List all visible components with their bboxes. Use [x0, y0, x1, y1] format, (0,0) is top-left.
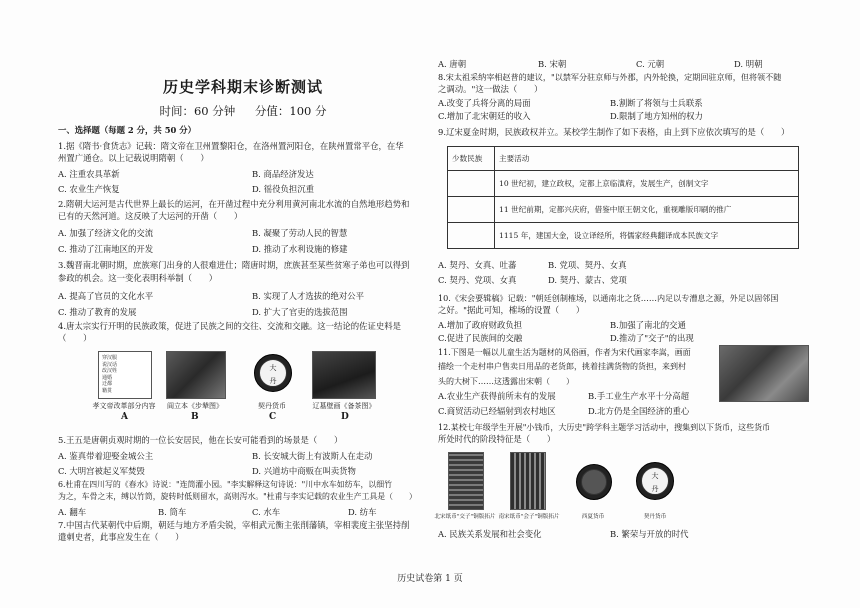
q12-text-1: 12.某校七年级学生开展"小钱币，大历史"跨学科主题学习活动中，搜集到以下货币，这些货币	[438, 423, 771, 432]
q3-option-a: A. 提高了官员的文化水平	[58, 291, 154, 301]
khitan-coin-2-image: 大 丹	[636, 462, 674, 500]
reform-table-image: 穿汉服 说汉话 改汉姓 通婚 迁都 籍贯	[98, 351, 152, 399]
q12-option-a: A. 民族关系发展和社会变化	[438, 529, 542, 539]
q10-option-b: B.加强了南北的交通	[610, 320, 686, 330]
q9-header-ethnic: 少数民族	[448, 147, 495, 171]
q2-option-c: C. 推动了江南地区的开发	[58, 244, 154, 254]
q4-text-1: 4.唐太宗实行开明的民族政策，促进了民族之间的交往、交流和交融。这一结论的佐证史料是	[58, 321, 401, 331]
q2-option-d: D. 推动了水利设施的修建	[252, 244, 348, 254]
q11-option-b: B.手工业生产水平十分高超	[588, 391, 689, 401]
q3-text-2: 参政的机会。这一变化表明科举制（ ）	[58, 273, 218, 283]
q7-option-a: A. 唐朝	[438, 59, 467, 69]
q4-caption-c: 契丹货币	[258, 402, 286, 410]
q3-option-d: D. 扩大了官吏的选拔范围	[252, 307, 348, 317]
khitan-coin-image: 大 丹	[254, 354, 292, 392]
peddler-painting-image	[719, 345, 809, 402]
q8-text-1: 8.宋太祖采纳宰相赵普的建议，"以禁军分驻京师与外郡，内外轮换，定期回驻京师，但将领不随	[438, 72, 782, 82]
exam-title: 历史学科期末诊断测试	[162, 78, 323, 96]
q10-option-a: A.增加了政府财政负担	[438, 320, 523, 330]
q9-option-d: D. 契丹、蒙古、党项	[548, 275, 627, 285]
q12-caption-1: 北宋纸币"交子"铜版拓片	[434, 514, 496, 520]
q6-option-a: A. 翻车	[58, 507, 87, 517]
q9-header-activity: 主要活动	[495, 147, 799, 171]
q9-text: 9.辽宋夏金时期，民族政权并立。某校学生制作了如下表格，由上到下应依次填写的是（ ）	[438, 127, 790, 137]
q12-caption-4: 契丹货币	[643, 514, 667, 520]
q6-option-b: B. 筒车	[158, 507, 187, 517]
q4-text-2: （ ）	[58, 333, 92, 343]
q4-letter-c: C	[269, 412, 277, 422]
q6-text-1: 6.杜甫在四川写的《春水》诗说："连筒灌小园。"李实解释这句诗说："川中水车如纺车，以细竹	[58, 480, 393, 489]
q8-option-b: B.割断了将领与士兵联系	[610, 98, 703, 108]
q8-option-c: C.增加了北宋朝廷的收入	[438, 111, 531, 121]
q6-option-c: C. 水车	[252, 507, 281, 517]
exam-score: 分值：100 分	[254, 104, 327, 118]
q10-text-2: 之好。"据此可知，榷场的设置（ ）	[438, 305, 585, 315]
q6-option-d: D. 纺车	[348, 507, 377, 517]
q4-caption-d: 辽墓壁画《备茶图》	[312, 402, 376, 410]
q1-text-2: 州置广通仓。以上记载说明隋朝（ ）	[58, 153, 209, 163]
q5-option-a: A. 鉴真带着迎娶金城公主	[58, 451, 154, 461]
q12-caption-2: 南宋纸币"会子"铜版拓片	[498, 514, 560, 520]
q9-blank-1	[448, 171, 495, 197]
q9-blank-2	[448, 197, 495, 223]
q7-text-2: 遣刺史者，此事应发生在（ ）	[58, 532, 184, 542]
q11-option-c: C.商贸活动已经辐射到农村地区	[438, 406, 556, 416]
q9-option-a: A. 契丹、女真、吐蕃	[438, 260, 517, 270]
q10-option-d: D.推动了"交子"的出现	[610, 333, 694, 343]
q11-text-2: 描绘一个走村串户售卖日用品的老货郎，挑着挂满货物的货担，来到村	[438, 362, 686, 371]
q7-option-c: C. 元朝	[636, 59, 665, 69]
q9-blank-3	[448, 223, 495, 249]
q9-row-3: 1115 年，建国大金，设立译经所，将儒家经典翻译成本民族文字	[495, 223, 799, 249]
q9-option-b: B. 党项、契丹、女真	[548, 260, 627, 270]
q4-letter-d: D	[341, 412, 349, 422]
section-heading: 一、选择题（每题 2 分，共 50 分）	[58, 125, 197, 135]
q4-caption-a: 孝文帝改革部分内容	[92, 402, 156, 410]
q8-option-a: A.改变了兵将分离的局面	[438, 98, 531, 108]
q5-text: 5.王五是唐朝贞观时期的一位长安居民，他在长安可能看到的场景是（ ）	[58, 435, 343, 445]
page-footer: 历史试卷第 1 页	[397, 574, 463, 584]
q9-row-1: 10 世纪初，建立政权，定都上京临潢府，发展生产，创制文字	[495, 171, 799, 197]
q9-option-c: C. 契丹、党项、女真	[438, 275, 517, 285]
q11-option-d: D.北方仍是全国经济的重心	[588, 406, 690, 416]
q1-option-b: B. 商品经济发达	[252, 169, 314, 179]
q1-option-c: C. 农业生产恢复	[58, 184, 120, 194]
q9-table	[447, 146, 799, 249]
q7-text-1: 7.中国古代某朝代中后期，朝廷与地方矛盾尖锐，宰相武元衡主张削藩镇，宰相裴度主张坚持削	[58, 520, 410, 530]
q4-caption-b: 阎立本《步辇图》	[167, 402, 223, 410]
q2-option-b: B. 凝聚了劳动人民的智慧	[252, 228, 348, 238]
q11-text-3: 头的大树下……这透露出宋朝（ ）	[438, 377, 574, 386]
q9-row-2: 11 世纪前期，定都兴庆府，借鉴中原王朝文化，重视雕版印刷的推广	[495, 197, 799, 223]
q11-text-1: 11.下图是一幅以儿童生活为题材的风俗画，作者为宋代画家李嵩，画面	[438, 348, 691, 357]
jiaozi-plate-image	[448, 452, 484, 510]
q10-text-1: 10.《宋会要辑稿》记载："朝廷创制榷场，以通南北之货……内足以专漕息之源，外足以固邻国	[438, 293, 779, 303]
q4-letter-a: A	[121, 412, 128, 422]
q5-option-c: C. 大明宫被起义军焚毁	[58, 466, 145, 476]
q12-text-2: 所处时代的阶段特征是（ ）	[438, 434, 556, 444]
exam-time: 时间：60 分钟	[159, 104, 236, 118]
q10-option-c: C.促进了民族间的交融	[438, 333, 523, 343]
q5-option-b: B. 长安城大街上有波斯人在走动	[252, 451, 373, 461]
q1-option-a: A. 注重农具革新	[58, 169, 120, 179]
huizi-plate-image	[510, 452, 546, 510]
q5-option-d: D. 兴道坊中商贩在叫卖货物	[252, 466, 356, 476]
q1-option-d: D. 徭役负担沉重	[252, 184, 314, 194]
q3-option-c: C. 推动了教育的发展	[58, 307, 137, 317]
q8-option-d: D.限制了地方知州的权力	[610, 111, 703, 121]
q4-letter-b: B	[191, 412, 199, 422]
q11-option-a: A.农业生产获得前所未有的发展	[438, 391, 556, 401]
q2-text-1: 2.隋朝大运河是古代世界上最长的运河，在开凿过程中充分利用黄河南北水流的自然地形趋势和	[58, 199, 410, 209]
q7-option-d: D. 明朝	[734, 59, 763, 69]
q6-text-2: 为之，车骨之末，缚以竹筒，旋转时低则留水，高则泻水。"杜甫与李实记载的农业生产工具是（ ）	[58, 492, 417, 501]
tea-mural-image	[312, 351, 376, 399]
q2-text-2: 已有的天然河道。这反映了大运河的开凿（ ）	[58, 211, 243, 221]
q8-text-2: 之调动。"这一做法（ ）	[438, 84, 543, 94]
q1-text-1: 1.据《隋书·食货志》记载：隋文帝在卫州置黎阳仓，在洛州置河阳仓，在陕州置常平仓，在华	[58, 141, 404, 151]
q12-option-b: B. 繁荣与开放的时代	[610, 529, 689, 539]
q3-option-b: B. 实现了人才选拔的绝对公平	[252, 291, 364, 301]
bunian-painting-image	[166, 351, 226, 399]
q2-option-a: A. 加强了经济文化的交流	[58, 228, 154, 238]
q12-caption-3: 西夏货币	[581, 514, 605, 520]
western-xia-coin-image	[576, 464, 612, 500]
q7-option-b: B. 宋朝	[538, 59, 567, 69]
q3-text-1: 3.魏晋南北朝时期，庶族寒门出身的人很难进仕；隋唐时期，庶族甚至某些贫寒子弟也可以得到	[58, 260, 410, 270]
exam-subtitle	[58, 103, 428, 119]
